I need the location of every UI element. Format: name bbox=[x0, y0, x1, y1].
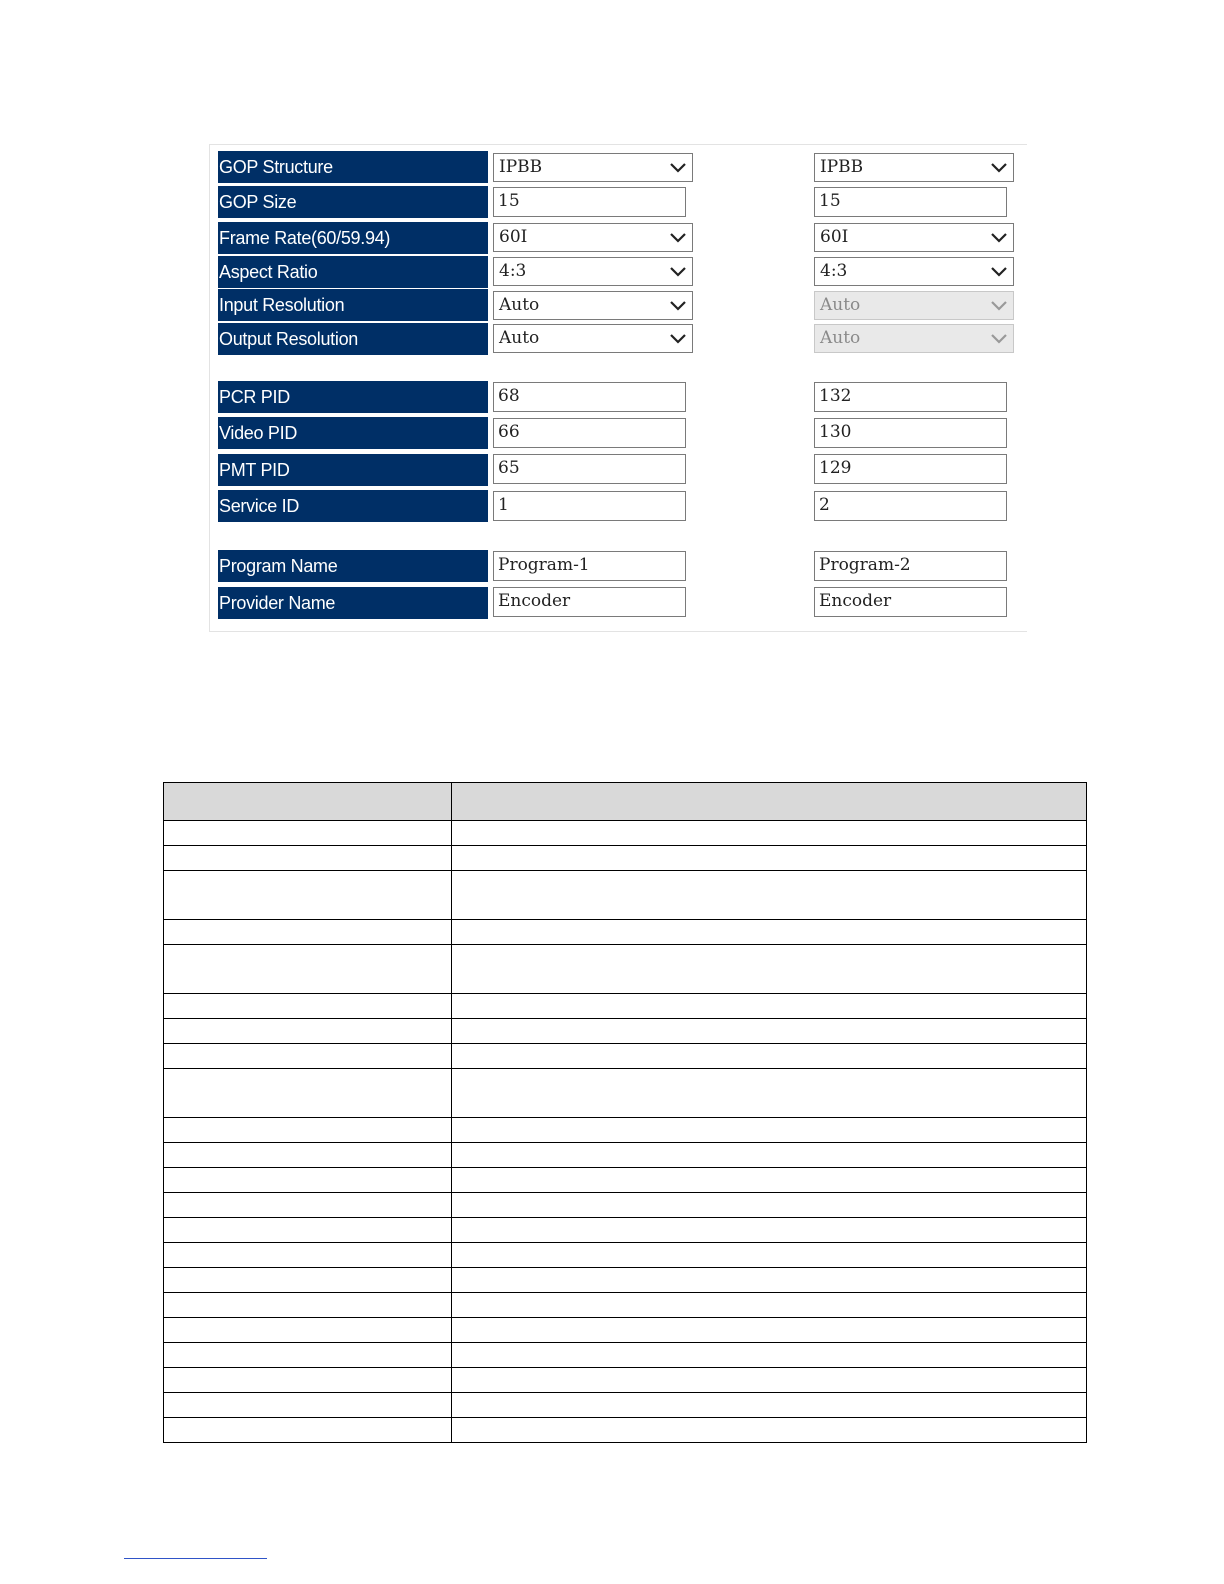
table-row bbox=[164, 994, 1087, 1019]
pmt-pid-input-program-1[interactable]: 65 bbox=[493, 454, 686, 484]
chevron-down-icon bbox=[989, 329, 1009, 349]
description-cell bbox=[452, 821, 1087, 846]
table-header-row bbox=[164, 783, 1087, 821]
label-provider-name: Provider Name bbox=[218, 587, 488, 619]
parameter-cell bbox=[164, 1343, 452, 1368]
select-value: 4:3 bbox=[820, 261, 848, 281]
select-value: IPBB bbox=[820, 157, 864, 177]
aspect-ratio-select-program-1[interactable] bbox=[493, 257, 693, 286]
table-row bbox=[164, 1019, 1087, 1044]
select-value: IPBB bbox=[499, 157, 543, 177]
table-row bbox=[164, 1044, 1087, 1069]
select-value: 4:3 bbox=[499, 261, 527, 281]
description-cell bbox=[452, 1118, 1087, 1143]
gop-structure-select-program-2[interactable] bbox=[814, 153, 1014, 182]
frame-rate-select-program-1[interactable] bbox=[493, 223, 693, 252]
provider-name-input-program-2[interactable]: Encoder bbox=[814, 587, 1007, 617]
select-value: Auto bbox=[820, 295, 861, 315]
chevron-down-icon bbox=[668, 329, 688, 349]
table-row bbox=[164, 1418, 1087, 1443]
table-row bbox=[164, 1118, 1087, 1143]
service-id-input-program-2[interactable]: 2 bbox=[814, 491, 1007, 521]
description-cell bbox=[452, 994, 1087, 1019]
provider-name-input-program-1[interactable]: Encoder bbox=[493, 587, 686, 617]
gop-size-input-program-2[interactable]: 15 bbox=[814, 187, 1007, 217]
description-cell bbox=[452, 1343, 1087, 1368]
parameter-cell bbox=[164, 1218, 452, 1243]
video-pid-input-program-2[interactable]: 130 bbox=[814, 418, 1007, 448]
parameter-cell bbox=[164, 1393, 452, 1418]
parameter-cell bbox=[164, 871, 452, 920]
description-cell bbox=[452, 1044, 1087, 1069]
output-resolution-select-program-2 bbox=[814, 324, 1014, 353]
label-pcr-pid: PCR PID bbox=[218, 381, 488, 413]
parameter-cell bbox=[164, 1418, 452, 1443]
pcr-pid-input-program-1[interactable]: 68 bbox=[493, 382, 686, 412]
label-aspect-ratio: Aspect Ratio bbox=[218, 256, 488, 288]
label-pmt-pid: PMT PID bbox=[218, 454, 488, 486]
description-cell bbox=[452, 1243, 1087, 1268]
table-row bbox=[164, 920, 1087, 945]
table-row bbox=[164, 871, 1087, 920]
input-resolution-select-program-1[interactable] bbox=[493, 291, 693, 320]
gop-structure-select-program-1[interactable] bbox=[493, 153, 693, 182]
table-row bbox=[164, 1343, 1087, 1368]
pmt-pid-input-program-2[interactable]: 129 bbox=[814, 454, 1007, 484]
description-cell bbox=[452, 1318, 1087, 1343]
parameter-cell bbox=[164, 1243, 452, 1268]
table-row bbox=[164, 1243, 1087, 1268]
table-row bbox=[164, 1143, 1087, 1168]
header-cell-description bbox=[452, 783, 1087, 821]
video-pid-input-program-1[interactable]: 66 bbox=[493, 418, 686, 448]
description-cell bbox=[452, 1418, 1087, 1443]
label-input-resolution: Input Resolution bbox=[218, 289, 488, 321]
description-cell bbox=[452, 1069, 1087, 1118]
select-value: Auto bbox=[499, 295, 540, 315]
label-video-pid: Video PID bbox=[218, 417, 488, 449]
footnote-separator bbox=[124, 1558, 267, 1559]
table-row bbox=[164, 1193, 1087, 1218]
parameter-cell bbox=[164, 1168, 452, 1193]
description-cell bbox=[452, 1218, 1087, 1243]
label-program-name: Program Name bbox=[218, 550, 488, 582]
parameter-cell bbox=[164, 1019, 452, 1044]
table-row bbox=[164, 846, 1087, 871]
parameter-cell bbox=[164, 945, 452, 994]
aspect-ratio-select-program-2[interactable] bbox=[814, 257, 1014, 286]
table-row bbox=[164, 1268, 1087, 1293]
label-output-resolution: Output Resolution bbox=[218, 323, 488, 355]
parameter-cell bbox=[164, 846, 452, 871]
description-cell bbox=[452, 1019, 1087, 1044]
chevron-down-icon bbox=[668, 296, 688, 316]
parameter-cell bbox=[164, 1044, 452, 1069]
parameter-cell bbox=[164, 1193, 452, 1218]
description-cell bbox=[452, 846, 1087, 871]
chevron-down-icon bbox=[668, 262, 688, 282]
table-row bbox=[164, 1069, 1087, 1118]
chevron-down-icon bbox=[989, 228, 1009, 248]
chevron-down-icon bbox=[989, 262, 1009, 282]
table-row bbox=[164, 1393, 1087, 1418]
parameter-cell bbox=[164, 1143, 452, 1168]
parameter-cell bbox=[164, 1293, 452, 1318]
parameter-cell bbox=[164, 1368, 452, 1393]
description-cell bbox=[452, 1268, 1087, 1293]
output-resolution-select-program-1[interactable] bbox=[493, 324, 693, 353]
description-cell bbox=[452, 1393, 1087, 1418]
select-value: Auto bbox=[820, 328, 861, 348]
description-cell bbox=[452, 1293, 1087, 1318]
chevron-down-icon bbox=[989, 296, 1009, 316]
table-row bbox=[164, 1168, 1087, 1193]
select-value: Auto bbox=[499, 328, 540, 348]
parameter-description-table bbox=[163, 782, 1087, 1443]
parameter-cell bbox=[164, 920, 452, 945]
description-cell bbox=[452, 1368, 1087, 1393]
chevron-down-icon bbox=[668, 228, 688, 248]
description-cell bbox=[452, 920, 1087, 945]
program-name-input-program-1[interactable]: Program-1 bbox=[493, 551, 686, 581]
table-body bbox=[164, 821, 1087, 1443]
table-row bbox=[164, 945, 1087, 994]
label-gop-size: GOP Size bbox=[218, 186, 488, 218]
table-row bbox=[164, 1368, 1087, 1393]
table-row bbox=[164, 1218, 1087, 1243]
description-cell bbox=[452, 1193, 1087, 1218]
frame-rate-select-program-2[interactable] bbox=[814, 223, 1014, 252]
label-gop-structure: GOP Structure bbox=[218, 151, 488, 183]
label-frame-rate: Frame Rate(60/59.94) bbox=[218, 222, 488, 254]
description-cell bbox=[452, 945, 1087, 994]
table-row bbox=[164, 821, 1087, 846]
pcr-pid-input-program-2[interactable]: 132 bbox=[814, 382, 1007, 412]
label-service-id: Service ID bbox=[218, 490, 488, 522]
header-cell-parameter bbox=[164, 783, 452, 821]
table-row bbox=[164, 1293, 1087, 1318]
service-id-input-program-1[interactable]: 1 bbox=[493, 491, 686, 521]
table-row bbox=[164, 1318, 1087, 1343]
parameter-cell bbox=[164, 821, 452, 846]
parameter-cell bbox=[164, 994, 452, 1019]
description-cell bbox=[452, 1168, 1087, 1193]
gop-size-input-program-1[interactable]: 15 bbox=[493, 187, 686, 217]
parameter-cell bbox=[164, 1069, 452, 1118]
select-value: 60I bbox=[499, 227, 528, 247]
parameter-cell bbox=[164, 1118, 452, 1143]
chevron-down-icon bbox=[668, 158, 688, 178]
select-value: 60I bbox=[820, 227, 849, 247]
description-cell bbox=[452, 871, 1087, 920]
chevron-down-icon bbox=[989, 158, 1009, 178]
parameter-cell bbox=[164, 1268, 452, 1293]
description-cell bbox=[452, 1143, 1087, 1168]
parameter-cell bbox=[164, 1318, 452, 1343]
program-name-input-program-2[interactable]: Program-2 bbox=[814, 551, 1007, 581]
input-resolution-select-program-2 bbox=[814, 291, 1014, 320]
